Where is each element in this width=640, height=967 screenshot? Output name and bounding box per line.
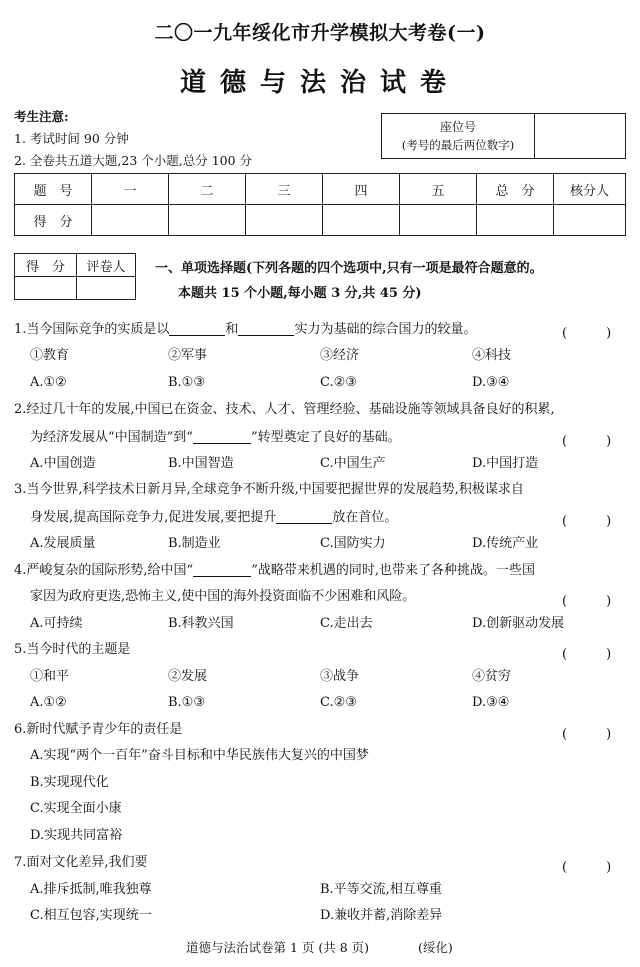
grader-name-label: 评卷人 [77, 254, 136, 277]
question-6-option-a[interactable]: A.实现“两个一百年”奋斗目标和中华民族伟大复兴的中国梦 [30, 748, 369, 763]
question-4-stem-line-1: 4.严峻复杂的国际形势,给中国“ ”战略带来机遇的同时,也带来了各种挑战。一些国 [14, 563, 535, 578]
score-header-1: 一 [92, 174, 169, 205]
question-2-option-a[interactable]: A.中国创造 [30, 456, 96, 471]
question-1-option-a[interactable]: A.①② [30, 375, 67, 390]
score-header-question: 题 号 [15, 174, 92, 205]
notice-line-1: 1. 考试时间 90 分钟 [14, 131, 129, 146]
score-cell-total[interactable] [477, 205, 554, 236]
question-2-option-b[interactable]: B.中国智造 [168, 456, 234, 471]
score-cell-1[interactable] [92, 205, 169, 236]
question-3-stem-line-1: 3.当今世界,科学技术日新月异,全球竞争不断升级,中国要把握世界的发展趋势,积极谋求自 [14, 482, 524, 497]
subject-title: 道德与法治试卷 [179, 68, 460, 98]
question-4-option-a[interactable]: A.可持续 [30, 616, 83, 631]
page-footer: 道德与法治试卷第 1 页 (共 8 页) [186, 940, 370, 955]
section-1-title: 一、单项选择题(下列各题的四个选项中,只有一项是最符合题意的。 [155, 261, 543, 276]
grader-score-label: 得 分 [15, 254, 77, 277]
question-3-option-b[interactable]: B.制造业 [168, 536, 221, 551]
question-2-option-c[interactable]: C.中国生产 [320, 456, 386, 471]
question-6-stem: 6.新时代赋予青少年的责任是 [14, 722, 183, 737]
question-5-item-3: ③战争 [320, 669, 360, 684]
question-5-stem: 5.当今时代的主题是 [14, 642, 131, 657]
score-header-3: 三 [246, 174, 323, 205]
question-1-option-d[interactable]: D.③④ [472, 375, 510, 390]
exam-title: 二〇一九年绥化市升学模拟大考卷(一) [154, 22, 486, 44]
question-4-option-c[interactable]: C.走出去 [320, 616, 373, 631]
question-5-option-a[interactable]: A.①② [30, 695, 67, 710]
question-2-stem-line-2: 为经济发展从“中国制造”到“ ”转型奠定了良好的基础。 [30, 430, 401, 445]
grader-score-field[interactable] [15, 277, 77, 300]
seat-number-label: 座位号 (考号的最后两位数字) [382, 114, 535, 159]
score-cell-3[interactable] [246, 205, 323, 236]
question-3-option-a[interactable]: A.发展质量 [30, 536, 96, 551]
question-1-stem: 1.当今国际竞争的实质是以 和 实力为基础的综合国力的较量。 [14, 322, 477, 337]
seat-number-box [381, 113, 626, 159]
score-cell-4[interactable] [323, 205, 400, 236]
question-5-item-1: ①和平 [30, 669, 70, 684]
score-header-total: 总 分 [477, 174, 554, 205]
question-2-option-d[interactable]: D.中国打造 [472, 456, 539, 471]
question-1-item-4: ④科技 [472, 348, 512, 363]
question-1-item-2: ②军事 [168, 348, 208, 363]
grader-name-field[interactable] [77, 277, 136, 300]
score-cell-2[interactable] [169, 205, 246, 236]
question-5-item-4: ④贫穷 [472, 669, 512, 684]
question-5-option-b[interactable]: B.①③ [168, 695, 205, 710]
question-1-option-c[interactable]: C.②③ [320, 375, 357, 390]
question-7-option-a[interactable]: A.排斥抵制,唯我独尊 [30, 882, 152, 897]
notice-line-2: 2. 全卷共五道大题,23 个小题,总分 100 分 [14, 153, 253, 168]
score-row-label: 得 分 [15, 205, 92, 236]
score-table [14, 173, 626, 236]
question-2-stem-line-1: 2.经过几十年的发展,中国已在资金、技术、人才、管理经验、基础设施等领域具备良好的积累, [14, 402, 555, 417]
page-footer-region: (绥化) [418, 940, 453, 955]
score-header-5: 五 [400, 174, 477, 205]
question-3-answer[interactable]: ( ) [562, 514, 612, 529]
question-1-item-1: ①教育 [30, 348, 70, 363]
score-cell-checker[interactable] [554, 205, 626, 236]
question-6-option-b[interactable]: B.实现现代化 [30, 775, 109, 790]
question-4-blank [193, 563, 251, 577]
question-3-option-c[interactable]: C.国防实力 [320, 536, 386, 551]
question-3-option-d[interactable]: D.传统产业 [472, 536, 539, 551]
question-5-item-2: ②发展 [168, 669, 208, 684]
question-3-blank [276, 510, 332, 524]
question-7-stem: 7.面对文化差异,我们要 [14, 855, 148, 870]
question-7-option-b[interactable]: B.平等交流,相互尊重 [320, 882, 442, 897]
question-1-option-b[interactable]: B.①③ [168, 375, 205, 390]
question-7-option-d[interactable]: D.兼收并蓄,消除差异 [320, 908, 443, 923]
notice-title: 考生注意: [14, 109, 69, 124]
score-header-checker: 核分人 [554, 174, 626, 205]
question-7-answer[interactable]: ( ) [562, 860, 612, 875]
score-header-2: 二 [169, 174, 246, 205]
section-1-subtitle: 本题共 15 个小题,每小题 3 分,共 45 分) [178, 286, 422, 301]
score-cell-5[interactable] [400, 205, 477, 236]
seat-number-field[interactable] [535, 114, 626, 159]
question-7-option-c[interactable]: C.相互包容,实现统一 [30, 908, 152, 923]
question-1-item-3: ③经济 [320, 348, 360, 363]
question-1-answer[interactable]: ( ) [562, 326, 612, 341]
score-header-4: 四 [323, 174, 400, 205]
question-2-blank [193, 430, 251, 444]
question-4-answer[interactable]: ( ) [562, 594, 612, 609]
grader-box [14, 253, 136, 300]
question-4-stem-line-2: 家因为政府更迭,恐怖主义,使中国的海外投资面临不少困难和风险。 [30, 589, 416, 604]
question-6-answer[interactable]: ( ) [562, 727, 612, 742]
question-1-blank-2 [238, 322, 294, 336]
question-3-stem-line-2: 身发展,提高国际竞争力,促进发展,要把提升 放在首位。 [30, 510, 398, 525]
question-1-blank-1 [169, 322, 225, 336]
question-6-option-c[interactable]: C.实现全面小康 [30, 801, 122, 816]
question-2-answer[interactable]: ( ) [562, 434, 612, 449]
question-5-option-c[interactable]: C.②③ [320, 695, 357, 710]
question-6-option-d[interactable]: D.实现共同富裕 [30, 828, 123, 843]
question-4-option-b[interactable]: B.科教兴国 [168, 616, 234, 631]
question-4-option-d[interactable]: D.创新驱动发展 [472, 616, 565, 631]
question-5-option-d[interactable]: D.③④ [472, 695, 510, 710]
question-5-answer[interactable]: ( ) [562, 647, 612, 662]
